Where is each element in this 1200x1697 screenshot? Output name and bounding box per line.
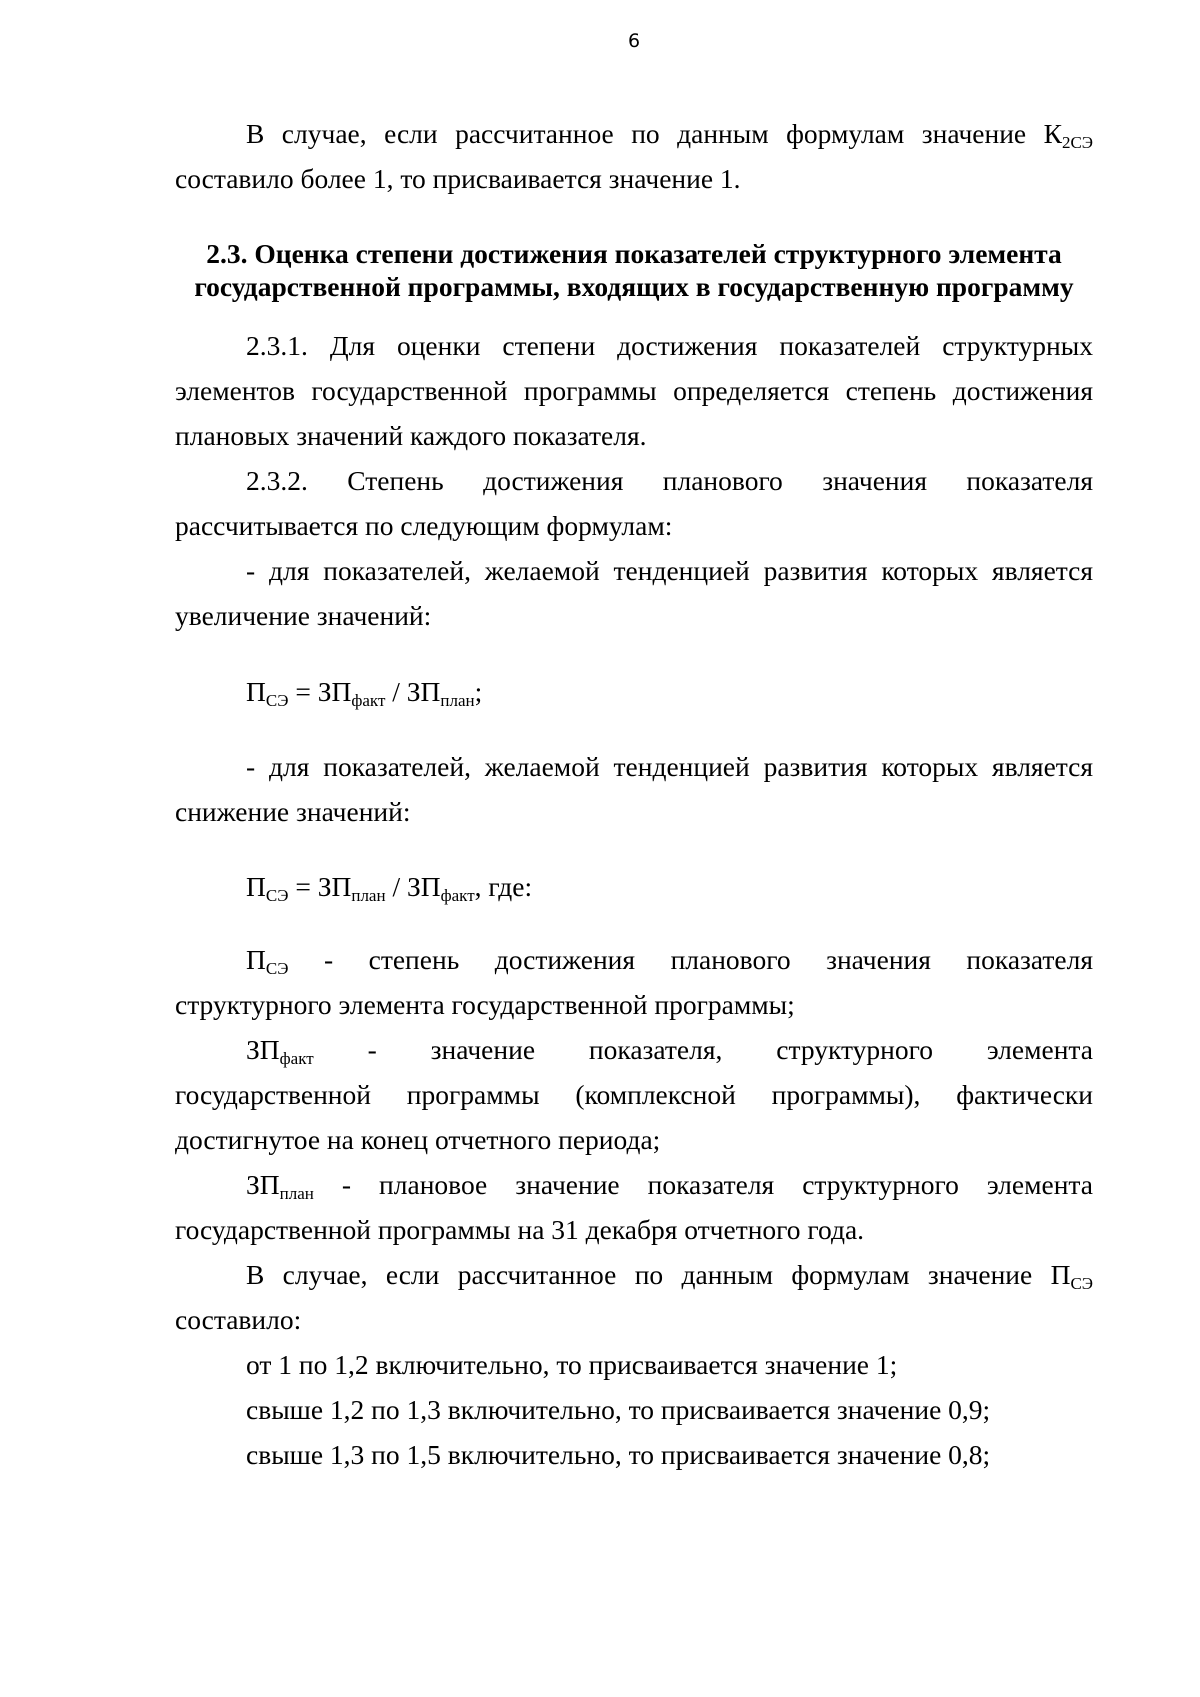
formula-subscript: факт (351, 691, 386, 710)
intro-line-1 (246, 118, 1093, 150)
formula-subscript: СЭ (265, 886, 289, 905)
definition-text: - плановое значение показателя структурного элемента (313, 1169, 1093, 1200)
definition-fact-line-1 (246, 1034, 1093, 1066)
formula-subscript: факт (440, 886, 475, 905)
formula-symbol: П (246, 871, 266, 902)
case-increase-line-2: увеличение значений: (175, 600, 432, 631)
definition-text: - значение показателя, структурного элемента (313, 1034, 1093, 1065)
case-decrease-line-2: снижение значений: (175, 796, 411, 827)
formula-symbol: / ЗП (385, 871, 441, 902)
section-heading-line-1: 2.3. Оценка степени достижения показателей структурного элемента (206, 238, 1062, 269)
paragraph-2-3-2-line-1: 2.3.2. Степень достижения планового значения показателя (246, 465, 1093, 496)
definition-subscript: СЭ (265, 959, 289, 978)
case-decrease-line-1: - для показателей, желаемой тенденцией развития которых является (246, 751, 1093, 782)
formula-subscript: план (351, 886, 386, 905)
definition-pse-line-1 (246, 944, 1093, 976)
intro-text: В случае, если рассчитанное по данным формулам значение К (246, 118, 1062, 149)
formula-subscript: СЭ (265, 691, 289, 710)
definition-subscript: план (279, 1184, 314, 1203)
list-item: свыше 1,2 по 1,3 включительно, то присваивается значение 0,9; (246, 1394, 991, 1425)
closing-text: В случае, если рассчитанное по данным формулам значение П (246, 1259, 1071, 1290)
formula-punctuation: ; (474, 676, 483, 707)
closing-line-1 (246, 1259, 1093, 1291)
definition-pse-line-2: структурного элемента государственной программы; (175, 989, 795, 1020)
formula-decrease (246, 871, 532, 903)
case-increase-line-1: - для показателей, желаемой тенденцией развития которых является (246, 555, 1093, 586)
intro-line-2: составило более 1, то присваивается значение 1. (175, 163, 741, 194)
intro-subscript: 2СЭ (1061, 133, 1093, 152)
definition-fact-line-3: достигнутое на конец отчетного периода; (175, 1124, 661, 1155)
list-item: от 1 по 1,2 включительно, то присваивается значение 1; (246, 1349, 898, 1380)
paragraph-2-3-1-line-1: 2.3.1. Для оценки степени достижения показателей структурных (246, 330, 1093, 361)
section-heading-line-2: государственной программы, входящих в государственную программу (194, 271, 1074, 302)
definition-plan-line-1 (246, 1169, 1093, 1201)
definition-symbol: ЗП (246, 1169, 280, 1200)
formula-symbol: = ЗП (288, 871, 352, 902)
formula-symbol: / ЗП (385, 676, 441, 707)
paragraph-2-3-1-line-3: плановых значений каждого показателя. (175, 420, 647, 451)
definition-fact-line-2: государственной программы (комплексной программы), фактически (175, 1079, 1093, 1110)
definition-symbol: П (246, 944, 266, 975)
formula-punctuation: , где: (474, 871, 533, 902)
formula-symbol: П (246, 676, 266, 707)
definition-symbol: ЗП (246, 1034, 280, 1065)
page-number: 6 (627, 30, 641, 52)
definition-subscript: факт (279, 1049, 314, 1068)
paragraph-2-3-2-line-2: рассчитывается по следующим формулам: (175, 510, 673, 541)
formula-increase (246, 676, 482, 708)
closing-subscript: СЭ (1070, 1274, 1093, 1293)
formula-symbol: = ЗП (288, 676, 352, 707)
definition-plan-line-2: государственной программы на 31 декабря отчетного года. (175, 1214, 865, 1245)
list-item: свыше 1,3 по 1,5 включительно, то присваивается значение 0,8; (246, 1439, 991, 1470)
definition-text: - степень достижения планового значения показателя (288, 944, 1093, 975)
closing-line-2: составило: (175, 1304, 302, 1335)
paragraph-2-3-1-line-2: элементов государственной программы определяется степень достижения (175, 375, 1093, 406)
formula-subscript: план (440, 691, 475, 710)
